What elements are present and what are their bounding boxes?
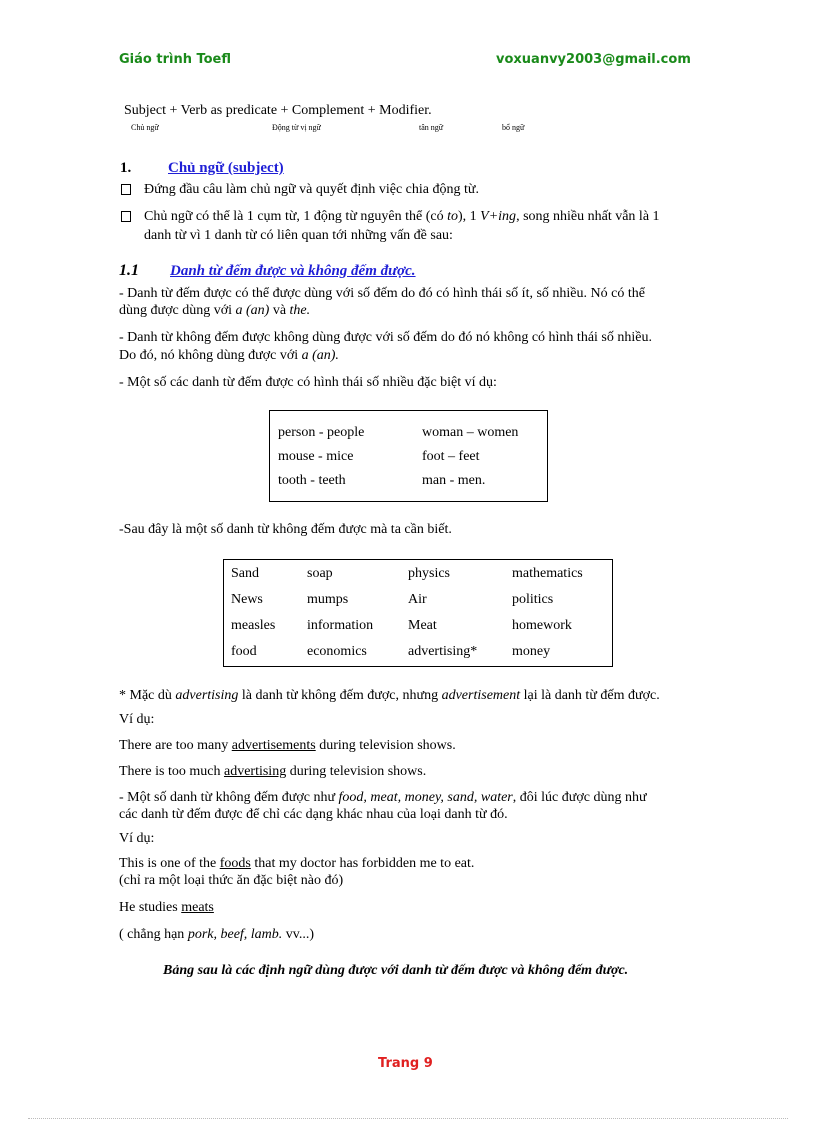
bullet-text: Đứng đầu câu làm chủ ngữ và quyết định việc chia động từ. [144,182,479,197]
table-cell: money [512,644,551,659]
paragraph: - Danh từ không đếm được không dùng được với số đếm do đó nó không có hình thái số nhiều. [119,330,652,345]
example-sentence: There are too many advertisements during television shows. [119,738,456,753]
table-cell: Sand [231,566,259,581]
table-cell: measles [231,618,276,633]
formula-label-modifier: bổ ngữ [502,123,525,132]
formula-label-subject: Chủ ngữ [131,123,159,132]
table-cell: person - people [278,425,365,440]
section-number: 1. [120,160,132,176]
formula-label-complement: tân ngữ [419,123,444,132]
bullet-icon [121,184,131,195]
paragraph: - Một số danh từ không đếm được như food, meat, money, sand, water, đôi lúc được dùng như [119,790,647,805]
header-title: Giáo trình Toefl [119,52,231,67]
bullet-icon [121,211,131,222]
subsection-title: Danh từ đếm được và không đếm được. [170,263,416,279]
table-cell: woman – women [422,425,519,440]
subsection-number: 1.1 [119,262,139,279]
example-sentence: He studies meats [119,900,214,915]
table-cell: mathematics [512,566,583,581]
section-title: Chủ ngữ (subject) [168,160,284,176]
table-cell: physics [408,566,450,581]
uncountable-table [223,559,613,667]
table-cell: politics [512,592,554,607]
example-note: ( chẳng hạn pork, beef, lamb. vv...) [119,927,315,942]
example-sentence: This is one of the foods that my doctor has forbidden me to eat. [119,856,475,871]
bullet-text-cont: danh từ vì 1 danh từ có liên quan tới những vấn đề sau: [144,228,453,243]
table-cell: information [307,618,374,633]
table-cell: man - men. [422,473,486,488]
table-cell: economics [307,644,367,659]
bullet-text: Chủ ngữ có thể là 1 cụm từ, 1 động từ nguyên thể (có to), 1 V+ing, song nhiều nhất vẫn là 1 [144,209,660,224]
example-label: Ví dụ: [119,712,155,727]
paragraph: - Một số các danh từ đếm được có hình thái số nhiều đặc biệt ví dụ: [119,375,497,390]
table-cell: food [231,644,257,659]
example-note: (chỉ ra một loại thức ăn đặc biệt nào đó) [119,873,344,888]
table-cell: Meat [408,618,437,633]
closing-heading: Bảng sau là các định ngữ dùng được với danh từ đếm được và không đếm được. [163,963,629,978]
table-cell: tooth - teeth [278,473,346,488]
paragraph: -Sau đây là một số danh từ không đếm được mà ta cần biết. [119,522,452,537]
paragraph: dùng được dùng với a (an) và the. [119,303,311,318]
table-cell: News [231,592,263,607]
paragraph: - Danh từ đếm được có thể được dùng với số đếm do đó có hình thái số ít, số nhiều. Nó có thể [119,286,645,301]
example-label: Ví dụ: [119,831,155,846]
formula-label-verb: Động từ vị ngữ [272,123,321,132]
note: * Mặc dù advertising là danh từ không đếm được, nhưng advertisement lại là danh từ đếm được. [119,688,660,703]
table-cell: foot – feet [422,449,480,464]
table-cell: soap [307,566,333,581]
table-cell: mumps [307,592,349,607]
header-email[interactable]: voxuanvy2003@gmail.com [496,52,691,67]
plural-table [269,410,548,502]
formula: Subject + Verb as predicate + Complement + Modifier. [124,103,432,118]
paragraph: các danh từ đếm được để chỉ các dạng khác nhau của loại danh từ đó. [119,807,508,822]
table-cell: mouse - mice [278,449,354,464]
table-cell: homework [512,618,572,633]
table-cell: Air [408,592,427,607]
paragraph: Do đó, nó không dùng được với a (an). [119,348,339,363]
footer-divider [28,1118,788,1119]
example-sentence: There is too much advertising during television shows. [119,764,427,779]
page-number: Trang 9 [378,1056,433,1071]
table-cell: advertising* [408,644,478,659]
